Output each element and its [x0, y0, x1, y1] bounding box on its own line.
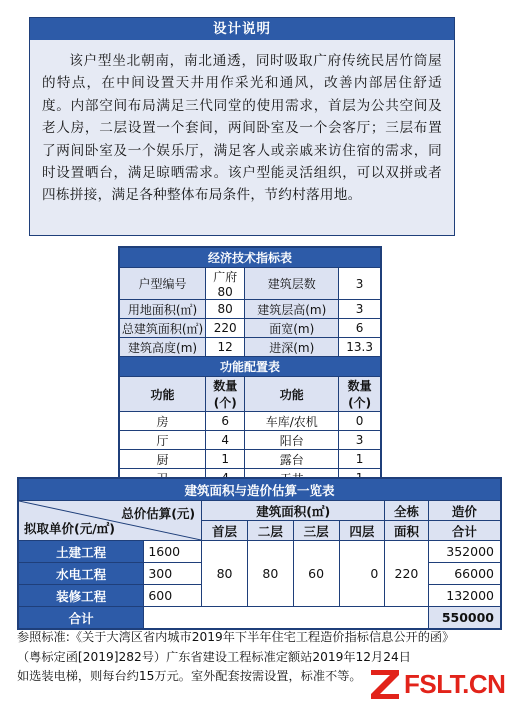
design-description-title: 设计说明	[30, 18, 454, 40]
column-header: 功能	[120, 377, 206, 412]
sum-value: 550000	[428, 607, 500, 629]
cost-estimate-table	[17, 477, 502, 630]
econ-label: 建筑层高(m)	[245, 300, 339, 319]
floor-header: 二层	[247, 521, 293, 541]
function-qty: 1	[206, 450, 245, 469]
table-row	[120, 412, 381, 431]
design-description-text: 该户型坐北朝南，南北通透，同时吸取广府传统民居竹筒屋的特点，在中间设置天井用作采光和通风，改善内部居住舒适度。内部空间布局满足三代同堂的使用需求，首层为公共空间及老人房，二层设置一个套间，两间卧室及一个会客厅；三层布置了两间卧室及一个娱乐厅，满足客人或亲戚来访住宿的需求，同时设置晒台，满足晾晒需求。该户型能灵活组织，可以双拼或者四栋拼接，满足各种整体布局条件，节约村落用地。	[42, 53, 442, 204]
floor-header: 首层	[202, 521, 248, 541]
economic-table-title: 经济技术指标表	[120, 248, 381, 268]
function-qty: 4	[206, 431, 245, 450]
watermark-text: FSLT.CN	[404, 668, 506, 699]
note-line-2: （粤标定函[2019]282号）广东省建设工程标准定额站2019年12月24日	[17, 649, 411, 664]
item-total: 352000	[428, 541, 500, 563]
floor-header: 四层	[339, 521, 385, 541]
item-total: 66000	[428, 563, 500, 585]
function-qty: 3	[339, 431, 381, 450]
econ-label: 进深(m)	[245, 338, 339, 357]
econ-value: 3	[339, 300, 381, 319]
econ-label: 建筑层数	[245, 268, 339, 300]
table-row	[120, 300, 381, 319]
function-name: 厅	[120, 431, 206, 450]
function-name: 车库/农机	[245, 412, 339, 431]
function-qty: 6	[206, 412, 245, 431]
column-header: 数量(个)	[339, 377, 381, 412]
note-line-1: 参照标准:《关于大湾区省内城市2019年下半年住宅工程造价指标信息公开的函》	[17, 630, 455, 644]
econ-value: 12	[206, 338, 245, 357]
total-estimate-label: 总价估算(元)	[121, 506, 196, 521]
item-name: 土建工程	[19, 541, 144, 563]
item-unit-price: 1600	[144, 541, 202, 563]
econ-label: 用地面积(㎡)	[120, 300, 206, 319]
table-row	[19, 541, 501, 563]
econ-value: 3	[339, 268, 381, 300]
note-line-3: 如选装电梯，则每台约15万元。室外配套按需设置，标准不等。	[17, 669, 362, 683]
item-unit-price: 300	[144, 563, 202, 585]
function-qty: 0	[339, 412, 381, 431]
floor-area: 80	[247, 541, 293, 607]
table-row-sum	[19, 607, 501, 629]
econ-label: 面宽(m)	[245, 319, 339, 338]
function-name: 厨	[120, 450, 206, 469]
table-row	[120, 268, 381, 300]
function-name: 阳台	[245, 431, 339, 450]
floor-area: 0	[339, 541, 385, 607]
whole-area-header-2: 面积	[385, 521, 428, 541]
z-logo-icon	[368, 666, 402, 702]
item-total: 132000	[428, 585, 500, 607]
area-header: 建筑面积(㎡)	[202, 501, 385, 521]
floor-area: 80	[202, 541, 248, 607]
table-row	[120, 450, 381, 469]
function-table-title: 功能配置表	[120, 357, 381, 377]
econ-value: 80	[206, 300, 245, 319]
table-header-row	[120, 377, 381, 412]
table-row	[120, 431, 381, 450]
floor-area: 60	[293, 541, 339, 607]
econ-value: 6	[339, 319, 381, 338]
design-description-panel	[29, 17, 455, 236]
function-qty: 1	[339, 450, 381, 469]
econ-label: 总建筑面积(㎡)	[120, 319, 206, 338]
econ-label: 户型编号	[120, 268, 206, 300]
cost-header-1: 造价	[428, 501, 500, 521]
column-header: 数量(个)	[206, 377, 245, 412]
whole-area-header-1: 全栋	[385, 501, 428, 521]
econ-label: 建筑高度(m)	[120, 338, 206, 357]
table-row	[120, 319, 381, 338]
cost-table-title: 建筑面积与造价估算一览表	[19, 479, 501, 501]
cost-header-2: 合计	[428, 521, 500, 541]
sum-label: 合计	[19, 607, 144, 629]
floor-header: 三层	[293, 521, 339, 541]
diagonal-header-cell	[19, 501, 202, 541]
sum-blank	[144, 607, 428, 629]
item-unit-price: 600	[144, 585, 202, 607]
function-name: 房	[120, 412, 206, 431]
economic-function-tables	[118, 246, 382, 489]
function-name: 露台	[245, 450, 339, 469]
item-name: 水电工程	[19, 563, 144, 585]
column-header: 功能	[245, 377, 339, 412]
table-row	[120, 338, 381, 357]
watermark-logo	[368, 664, 505, 704]
unit-price-label: 拟取单价(元/㎡)	[24, 521, 115, 536]
econ-value: 广府80	[206, 268, 245, 300]
econ-value: 13.3	[339, 338, 381, 357]
whole-area: 220	[385, 541, 428, 607]
econ-value: 220	[206, 319, 245, 338]
item-name: 装修工程	[19, 585, 144, 607]
